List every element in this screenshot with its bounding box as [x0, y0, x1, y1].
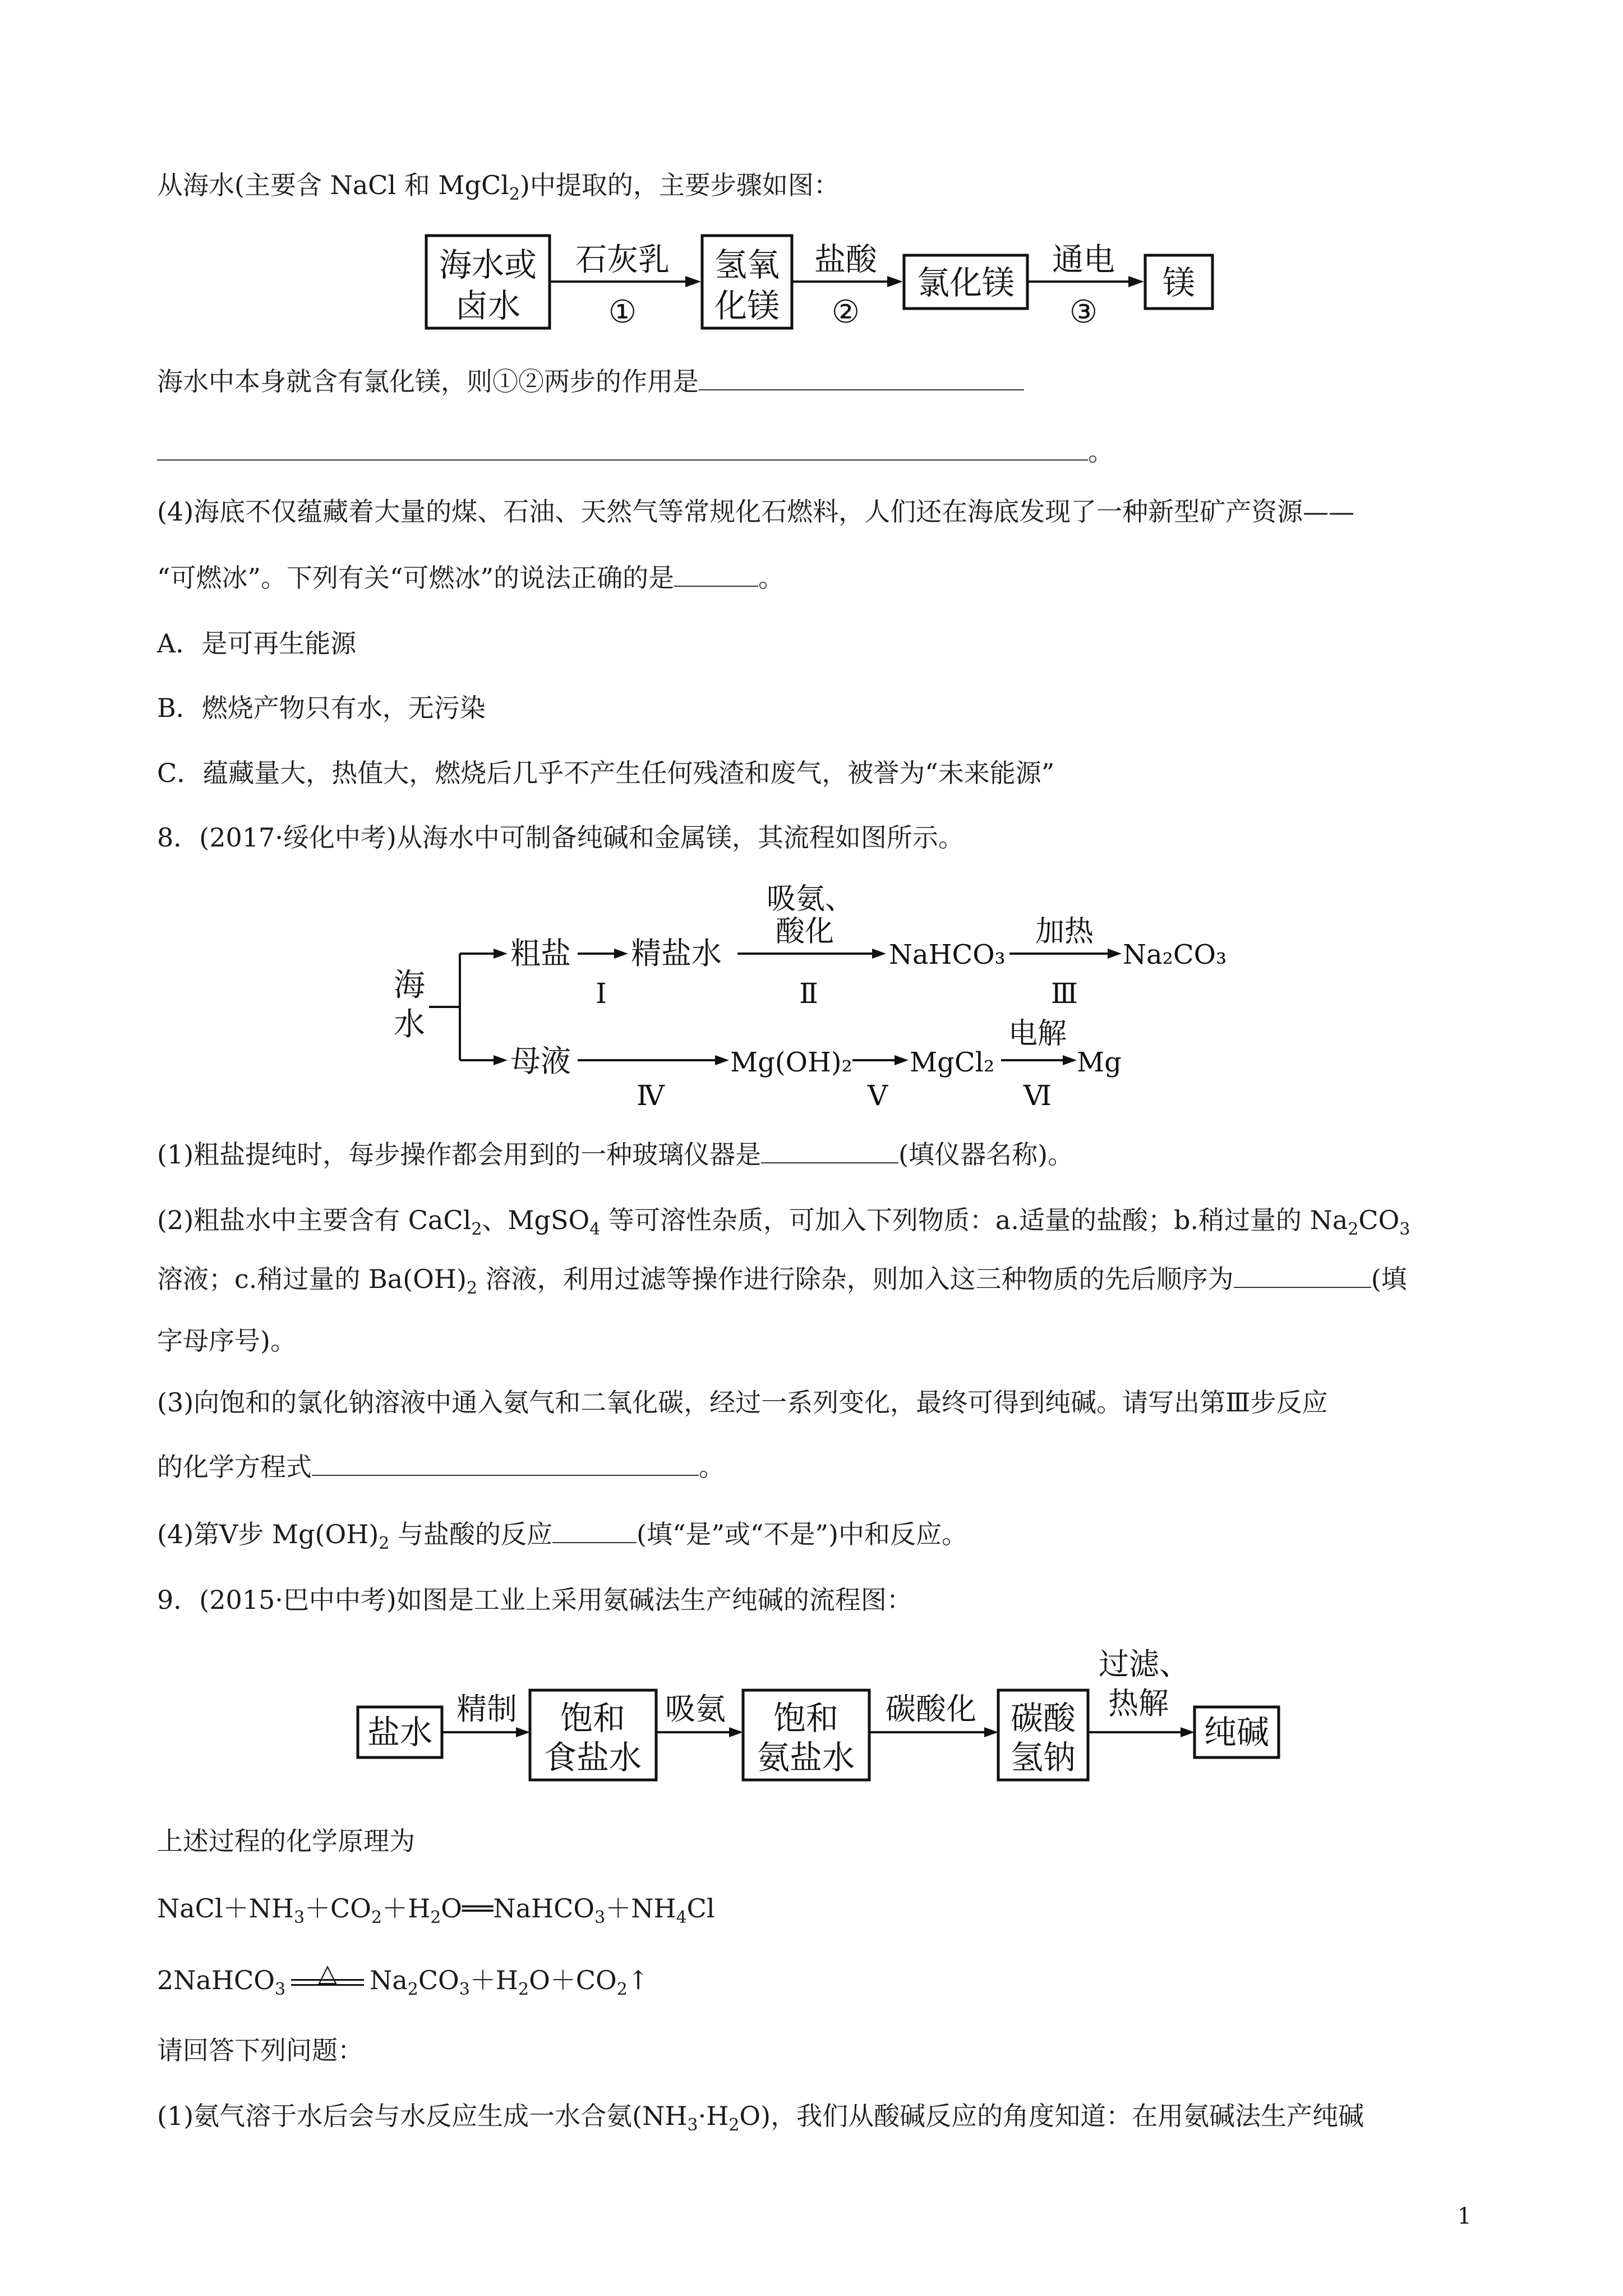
equation-1: $NaCl+NH_3+CO_2+H_2O══NaHCO_3+NH_4Cl$	[157, 1893, 715, 1928]
flow2-arrow2: 吸氨	[665, 1691, 726, 1727]
diagram-source-1: 海	[394, 967, 425, 1004]
bottom-node-4: Mg	[1077, 1047, 1122, 1078]
q4-option-b: B．燃烧产物只有水，无污染	[157, 693, 486, 723]
q9-ask: 请回答下列问题：	[157, 2035, 363, 2065]
flow1-box1-line1: 海水或	[439, 246, 537, 284]
answer-blank[interactable]	[699, 365, 1024, 390]
top-node-3: NaHCO₃	[889, 939, 1006, 970]
top-node-1: 粗盐	[510, 936, 571, 971]
answer-blank[interactable]	[1234, 1262, 1371, 1288]
q8-part2-line3: 字母序号)。	[157, 1326, 296, 1356]
flow1-box2-line2: 化镁	[714, 287, 780, 325]
flow1-box3: 氯化镁	[916, 264, 1015, 302]
top-node-2: 精盐水	[631, 936, 722, 971]
flow-diagram-magnesium	[415, 224, 1223, 342]
flow2-arrow3: 碳酸化	[886, 1691, 976, 1727]
q8-part4: (4)第Ⅴ步 $Mg(OH)_2$ 与盐酸的反应 (填“是”或“不是”)中和反应。	[157, 1517, 967, 1551]
answer-blank[interactable]	[552, 1517, 637, 1543]
answer-blank[interactable]	[312, 1450, 699, 1476]
flow2-arrow1: 精制	[457, 1691, 517, 1727]
q4-option-c: C．蕴藏量大，热值大，燃烧后几乎不产生任何残渣和废气，被誉为“未来能源”	[157, 758, 1055, 788]
flow1-arrow2-step: ②	[831, 294, 860, 330]
bottom-step-3: Ⅵ	[1023, 1079, 1052, 1111]
page-number: 1	[1457, 2203, 1472, 2229]
q4-line1: (4)海底不仅蕴藏着大量的煤、石油、天然气等常规化石燃料，人们还在海底发现了一种新型矿产资源——	[157, 496, 1355, 527]
equation-2-condition: △	[285, 1982, 370, 1989]
flow2-box2-line1: 饱和	[560, 1699, 626, 1737]
flow1-arrow2-label: 盐酸	[814, 242, 877, 278]
flow1-box2-line1: 氢氧	[714, 246, 780, 284]
answer-blank[interactable]	[761, 1138, 898, 1163]
flow2-arrow4-line2: 热解	[1108, 1686, 1169, 1721]
flow2-box1: 盐水	[367, 1713, 433, 1751]
q8-part3-line2: 的化学方程式 。	[157, 1450, 725, 1484]
top-step-3: Ⅲ	[1050, 977, 1078, 1010]
bottom-node-3: MgCl₂	[910, 1047, 995, 1078]
top-label-1a: 吸氨、	[766, 882, 855, 916]
intro-line: 从海水(主要含 NaCl 和 MgCl$_2$)中提取的，主要步骤如图：	[157, 170, 840, 205]
q8-part3-line1: (3)向饱和的氯化钠溶液中通入氨气和二氧化碳，经过一系列变化，最终可得到纯碱。请写出第Ⅲ步反应	[157, 1387, 1328, 1418]
flow2-box2-line2: 食盐水	[543, 1738, 642, 1777]
equation-2: 2NaHCO$_3$ △ $Na_2CO_3+H_2O+CO_2↑$	[157, 1959, 649, 2000]
flow2-box3-line2: 氨盐水	[757, 1738, 855, 1777]
answer-blank[interactable]	[157, 435, 1088, 461]
flow2-box4-line2: 氢钠	[1010, 1738, 1076, 1777]
diagram-source-2: 水	[394, 1006, 425, 1043]
q8-part2-line2: 溶液；c.稍过量的 $Ba(OH)_2$ 溶液，利用过滤等操作进行除杂，则加入这三种物质的先后顺序为 (填	[157, 1262, 1407, 1296]
q8-part2-line1: (2)粗盐水中主要含有 CaCl$_2$、MgSO$_4$ 等可溶性杂质，可加入下列物质：a.适量的盐酸；b.稍过量的 $Na_2CO_3$	[157, 1205, 1410, 1240]
flow2-box5: 纯碱	[1204, 1713, 1270, 1751]
flow1-arrow1-step: ①	[608, 294, 637, 330]
q3-question: 海水中本身就含有氯化镁，则①②两步的作用是	[157, 365, 1024, 398]
top-step-2: Ⅱ	[799, 977, 818, 1010]
q9-title: 9．(2015·巴中中考)如图是工业上采用氨碱法生产纯碱的流程图：	[157, 1585, 912, 1615]
top-label-1b: 酸化	[775, 915, 834, 949]
bottom-step-1: Ⅳ	[637, 1079, 665, 1111]
bottom-step-2: Ⅴ	[867, 1079, 888, 1111]
top-node-4: Na₂CO₃	[1123, 939, 1227, 970]
q9-principle: 上述过程的化学原理为	[157, 1826, 415, 1856]
flow2-box4-line1: 碳酸	[1010, 1699, 1076, 1737]
top-label-2: 加热	[1035, 915, 1094, 949]
q8-title: 8．(2017·绥化中考)从海水中可制备纯碱和金属镁，其流程如图所示。	[157, 822, 964, 853]
q4-option-a: A．是可再生能源	[157, 628, 357, 659]
flow1-arrow3-step: ③	[1069, 294, 1098, 330]
flow1-box4: 镁	[1162, 264, 1196, 302]
bottom-node-1: 母液	[510, 1043, 571, 1079]
bottom-node-2: Mg(OH)₂	[730, 1047, 852, 1078]
q3-answer-line: 。	[157, 435, 1114, 468]
q9-part1: (1)氨气溶于水后会与水反应生成一水合氨$(NH_3\cdot H_2O)$，我们从酸碱反应的角度知道：在用氨碱法生产纯碱	[157, 2101, 1364, 2136]
flow-diagram-seawater	[381, 875, 1245, 1111]
bottom-label-1: 电解	[1008, 1017, 1067, 1051]
flow1-box1-line2: 卤水	[455, 287, 521, 325]
flow-diagram-ammonia-soda	[348, 1641, 1290, 1792]
q4-line2: “可燃冰”。下列有关“可燃冰”的说法正确的是 。	[157, 561, 784, 595]
flow1-arrow1-label: 石灰乳	[575, 242, 670, 278]
answer-blank[interactable]	[674, 561, 758, 587]
flow2-arrow4-line1: 过滤、	[1099, 1646, 1189, 1682]
flow2-box3-line1: 饱和	[773, 1699, 839, 1737]
flow1-arrow3-label: 通电	[1052, 242, 1115, 278]
q8-part1: (1)粗盐提纯时，每步操作都会用到的一种玻璃仪器是 (填仪器名称)。	[157, 1138, 1073, 1171]
top-step-1: Ⅰ	[596, 977, 607, 1010]
